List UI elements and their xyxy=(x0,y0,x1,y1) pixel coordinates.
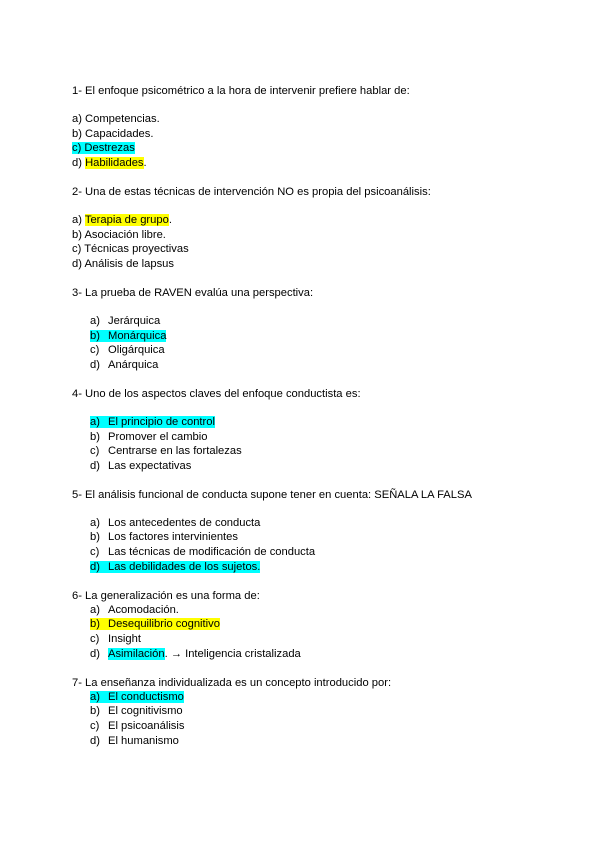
option-text: Los antecedentes de conducta xyxy=(108,516,261,529)
option-text: El cognitivismo xyxy=(108,705,183,718)
question-5: 5- El análisis funcional de conducta supone tener en cuenta: SEÑALA LA FALSA xyxy=(72,488,472,501)
q1-option-b: b) Capacidades. xyxy=(72,127,154,140)
q2-option-a xyxy=(72,213,540,228)
question-6: 6- La generalización es una forma de: xyxy=(72,589,260,602)
q1-option-c-highlight: c) Destrezas xyxy=(72,142,135,155)
option-text: Promover el cambio xyxy=(108,430,208,443)
question-2: 2- Una de estas técnicas de intervención NO es propia del psicoanálisis: xyxy=(72,185,431,198)
option-letter: d) xyxy=(90,734,100,747)
option-letter: b) xyxy=(90,329,100,342)
q7-option-c xyxy=(72,719,540,734)
option-text: Centrarse en las fortalezas xyxy=(108,445,242,458)
option-letter: a) xyxy=(90,603,100,616)
option-letter: c) xyxy=(90,546,100,559)
option-letter: c) xyxy=(90,344,100,357)
option-text: Los factores intervinientes xyxy=(108,531,238,544)
q1-option-d-highlight: Habilidades xyxy=(85,156,144,169)
option-text: Monárquica xyxy=(108,329,167,342)
q2-option-d: d) Análisis de lapsus xyxy=(72,257,174,270)
option-text: Anárquica xyxy=(108,358,159,371)
option-text: Desequilibrio cognitivo xyxy=(108,618,220,631)
q3-option-d xyxy=(72,358,540,373)
option-letter: d) xyxy=(90,358,100,371)
q6-option-c xyxy=(72,632,540,647)
option-text: Las técnicas de modificación de conducta xyxy=(108,546,316,559)
q7-option-b xyxy=(72,704,540,719)
option-text: Las expectativas xyxy=(108,459,192,472)
q6-option-d-note: . → Inteligencia cristalizada xyxy=(164,647,301,660)
option-letter: b) xyxy=(90,618,100,631)
option-letter: b) xyxy=(90,531,100,544)
document-page xyxy=(72,84,540,748)
option-letter: a) xyxy=(90,690,100,703)
q2-option-c: c) Técnicas proyectivas xyxy=(72,243,189,256)
option-text: Jerárquica xyxy=(108,314,161,327)
q4-option-a xyxy=(72,415,540,430)
q3-option-b xyxy=(72,329,540,344)
option-text: Asimilación xyxy=(108,647,165,660)
q3-option-c xyxy=(72,343,540,358)
option-letter: c) xyxy=(90,445,100,458)
q6-option-a xyxy=(72,603,540,618)
q1-option-d xyxy=(72,156,540,171)
q5-option-d xyxy=(72,560,540,575)
option-text: Las debilidades de los sujetos. xyxy=(108,560,261,573)
option-text: El humanismo xyxy=(108,734,179,747)
option-letter: a) xyxy=(90,516,100,529)
q4-option-c xyxy=(72,444,540,459)
q1-option-d-suffix: . xyxy=(143,156,147,169)
option-letter: d) xyxy=(90,647,100,660)
option-text: El psicoanálisis xyxy=(108,720,185,732)
q6-option-b xyxy=(72,617,540,632)
q1-option-c xyxy=(72,141,540,156)
q2-option-a-prefix: a) xyxy=(72,213,85,226)
q5-option-c xyxy=(72,545,540,560)
question-4: 4- Uno de los aspectos claves del enfoque conductista es: xyxy=(72,387,361,400)
q4-option-b xyxy=(72,430,540,445)
q2-option-a-suffix: . xyxy=(168,213,172,226)
option-text: Oligárquica xyxy=(108,344,165,357)
option-text: Insight xyxy=(108,633,141,646)
q7-option-d xyxy=(72,734,540,749)
option-text: El principio de control xyxy=(108,415,215,428)
question-3: 3- La prueba de RAVEN evalúa una perspectiva: xyxy=(72,286,314,299)
option-letter: c) xyxy=(90,633,100,646)
q4-option-d xyxy=(72,459,540,474)
q5-option-a xyxy=(72,516,540,531)
q2-option-a-highlight: Terapia de grupo xyxy=(84,213,169,226)
option-letter: c) xyxy=(90,720,100,732)
question-7: 7- La enseñanza individualizada es un concepto introducido por: xyxy=(72,676,392,689)
question-1: 1- El enfoque psicométrico a la hora de intervenir prefiere hablar de: xyxy=(72,85,410,97)
option-letter: d) xyxy=(90,560,100,573)
option-letter: a) xyxy=(90,314,100,327)
option-text: El conductismo xyxy=(108,690,184,703)
option-letter: b) xyxy=(90,705,100,718)
q5-option-b xyxy=(72,530,540,545)
option-letter: a) xyxy=(90,415,100,428)
option-text: Acomodación. xyxy=(108,603,179,616)
q7-option-a xyxy=(72,690,540,705)
option-letter: d) xyxy=(90,459,100,472)
q1-option-a: a) Competencias. xyxy=(72,113,160,125)
q2-option-b: b) Asociación libre. xyxy=(72,228,166,241)
q3-option-a xyxy=(72,314,540,329)
option-letter: b) xyxy=(90,430,100,443)
q6-option-d xyxy=(72,647,540,662)
q1-option-d-prefix: d) xyxy=(72,156,86,169)
